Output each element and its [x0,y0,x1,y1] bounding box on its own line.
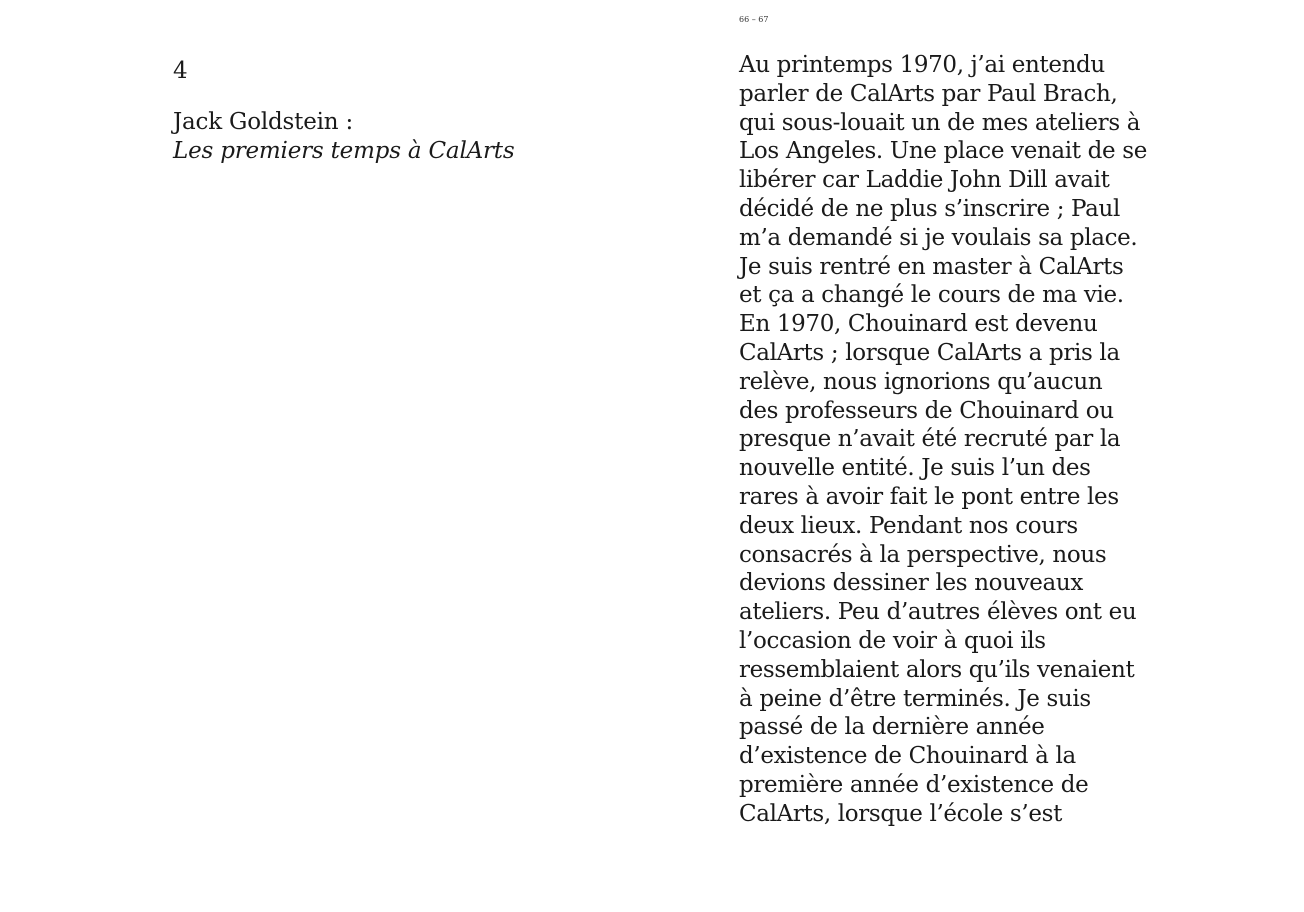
right-page [652,0,1304,912]
body-line: des professeurs de Chouinard ou [739,397,1114,424]
body-line: d’existence de Chouinard à la [739,743,1076,770]
chapter-title [173,108,514,166]
chapter-author: Jack Goldstein : [173,109,354,135]
body-line: et ça a changé le cours de ma vie. [739,282,1124,309]
body-text [739,51,1159,829]
body-line: décidé de ne plus s’inscrire ; Paul [739,195,1120,222]
body-line: CalArts, lorsque l’école s’est [739,800,1062,827]
body-line: relève, nous ignorions qu’aucun [739,368,1103,395]
body-line: première année d’existence de [739,771,1089,798]
body-line: Los Angeles. Une place venait de se [739,138,1147,165]
body-line: presque n’avait été recruté par la [739,426,1121,453]
body-line: devions dessiner les nouveaux [739,570,1083,597]
body-line: l’occasion de voir à quoi ils [739,627,1046,654]
body-line: ressemblaient alors qu’ils venaient [739,656,1135,683]
body-line: libérer car Laddie John Dill avait [739,167,1110,194]
body-line: consacrés à la perspective, nous [739,541,1107,568]
body-line: CalArts ; lorsque CalArts a pris la [739,339,1120,366]
body-line: nouvelle entité. Je suis l’un des [739,455,1091,482]
body-line: En 1970, Chouinard est devenu [739,311,1098,338]
chapter-subtitle: Les premiers temps à CalArts [173,137,515,164]
chapter-number: 4 [173,58,188,84]
body-line: parler de CalArts par Paul Brach, [739,80,1118,107]
page-folio: 66 – 67 [739,15,769,24]
body-line: qui sous-louait un de mes ateliers à [739,109,1141,136]
body-line: m’a demandé si je voulais sa place. [739,224,1138,251]
body-line: à peine d’être terminés. Je suis [739,685,1091,712]
body-line: Je suis rentré en master à CalArts [739,253,1124,280]
body-line: ateliers. Peu d’autres élèves ont eu [739,599,1137,626]
body-line: deux lieux. Pendant nos cours [739,512,1078,539]
body-line: rares à avoir fait le pont entre les [739,483,1119,510]
body-line: Au printemps 1970, j’ai entendu [739,52,1105,78]
body-line: passé de la dernière année [739,714,1045,741]
